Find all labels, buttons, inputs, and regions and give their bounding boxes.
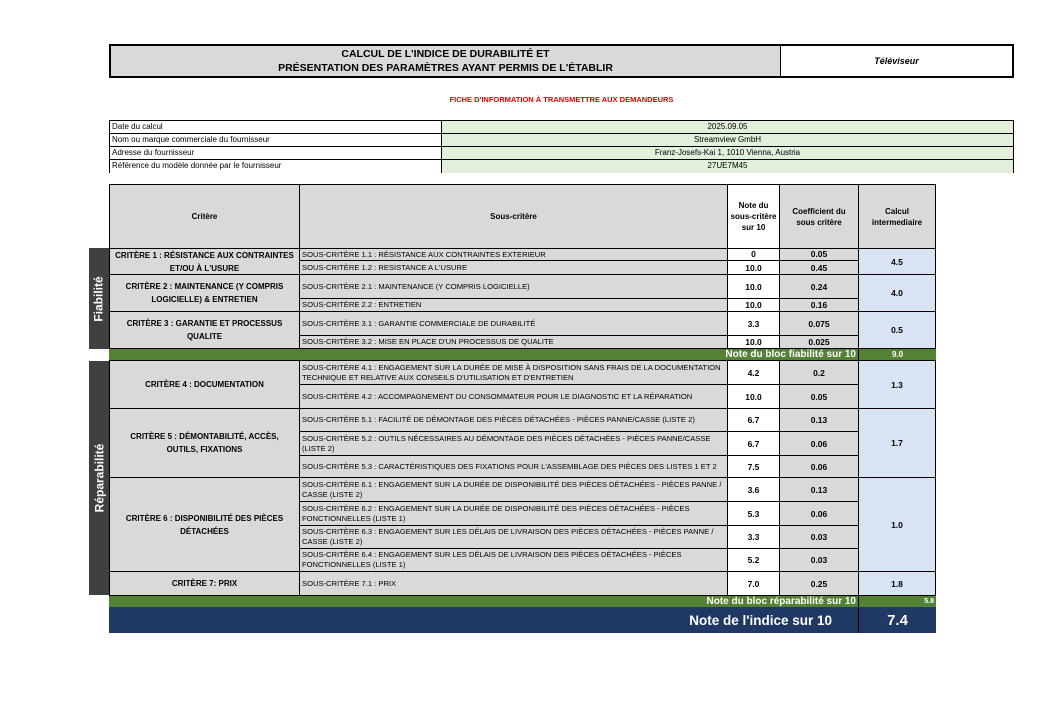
calc-criterion-1: 4.5 (858, 248, 936, 275)
document-title (109, 44, 782, 78)
reparabilite-total-label: Note du bloc réparabilité sur 10 (109, 596, 858, 607)
coef-6-2: 0.06 (779, 501, 859, 526)
sub-criterion-6-2: SOUS-CRITÈRE 6.2 : ENGAGEMENT SUR LA DURÉE DE DISPONIBILITÉ DES PIÈCES DÉTACHÉES - PIÈCES FONCTIONNELLES (LISTE 1) (299, 501, 728, 526)
info-label: Nom ou marque commerciale du fournisseur (110, 134, 442, 146)
block-label-fiabilite (89, 248, 109, 349)
note-2-1: 10.0 (727, 274, 780, 299)
info-value: 27UE7M45 (442, 160, 1013, 173)
col-header-sous-critere: Sous-critère (299, 184, 728, 249)
final-score-label: Note de l'indice sur 10 (689, 612, 832, 628)
coef-1-2: 0.45 (779, 260, 859, 275)
calc-criterion-5: 1.7 (858, 408, 936, 478)
criterion-5: CRITÈRE 5 : DÉMONTABILITÉ, ACCÈS, OUTILS, FIXATIONS (109, 408, 300, 478)
final-score-bar (109, 607, 936, 633)
coef-7-1: 0.25 (779, 571, 859, 596)
sub-criterion-4-2: SOUS-CRITÈRE 4.2 : ACCOMPAGNEMENT DU CONSOMMATEUR POUR LE DIAGNOSTIC ET LA RÉPARATION (299, 384, 728, 409)
fiabilite-total-value: 9.0 (858, 349, 936, 360)
info-label: Adresse du fournisseur (110, 147, 442, 159)
col-header-critere: Critère (109, 184, 300, 249)
calc-criterion-3: 0.5 (858, 311, 936, 349)
note-5-2: 6.7 (727, 431, 780, 456)
note-3-2: 10.0 (727, 335, 780, 349)
sub-criterion-2-1: SOUS-CRITÈRE 2.1 : MAINTENANCE (Y COMPRIS LOGICIELLE) (299, 274, 728, 299)
calc-criterion-7: 1.8 (858, 571, 936, 596)
sub-criterion-7-1: SOUS-CRITÈRE 7.1 : PRIX (299, 571, 728, 596)
note-1-2: 10.0 (727, 260, 780, 275)
product-type: Téléviseur (780, 44, 1014, 78)
criterion-4: CRITÈRE 4 : DOCUMENTATION (109, 360, 300, 409)
note-1-1: 0 (727, 248, 780, 261)
info-row (110, 121, 1013, 134)
sub-criterion-1-2: SOUS-CRITÈRE 1.2 : RESISTANCE A L'USURE (299, 260, 728, 275)
final-score-value: 7.4 (858, 607, 936, 633)
coef-4-1: 0.2 (779, 360, 859, 385)
subtitle: FICHE D'INFORMATION À TRANSMETTRE AUX DEMANDEURS (449, 95, 674, 104)
coef-5-1: 0.13 (779, 408, 859, 432)
criterion-6: CRITÈRE 6 : DISPONIBILITÉ DES PIÈCES DÉTACHÉES (109, 477, 300, 572)
sub-criterion-5-3: SOUS-CRITÈRE 5.3 : CARACTÉRISTIQUES DES FIXATIONS POUR L'ASSEMBLAGE DES PIÈCES DES LISTES 1 ET 2 (299, 455, 728, 478)
info-label: Référence du modèle donnée par le fournisseur (110, 160, 442, 173)
criterion-3: CRITÈRE 3 : GARANTIE ET PROCESSUS QUALITE (109, 311, 300, 349)
coef-6-3: 0.03 (779, 525, 859, 549)
coef-5-3: 0.06 (779, 455, 859, 478)
reparabilite-total-value: 5.8 (858, 596, 936, 607)
info-row (110, 160, 1013, 173)
coef-6-4: 0.03 (779, 548, 859, 572)
note-5-1: 6.7 (727, 408, 780, 432)
col-header-coef: Coefficient du sous critère (779, 184, 859, 249)
sub-criterion-5-2: SOUS-CRITÈRE 5.2 : OUTILS NÉCESSAIRES AU DÉMONTAGE DES PIÈCES DÉTACHÉES - PIÈCES PANNE/CASSE (LISTE 2) (299, 431, 728, 456)
info-row (110, 147, 1013, 160)
coef-5-2: 0.06 (779, 431, 859, 456)
coef-6-1: 0.13 (779, 477, 859, 502)
coef-2-2: 0.16 (779, 298, 859, 312)
note-6-3: 3.3 (727, 525, 780, 549)
info-value: 2025.09.05 (442, 121, 1013, 133)
fiabilite-total-label: Note du bloc fiabilité sur 10 (109, 349, 858, 360)
coef-3-1: 0.075 (779, 311, 859, 336)
note-6-2: 5.3 (727, 501, 780, 526)
criterion-1: CRITÈRE 1 : RÉSISTANCE AUX CONTRAINTES ET/OU À L'USURE (109, 248, 300, 275)
note-4-1: 4.2 (727, 360, 780, 385)
block-label-text: Fiabilité (92, 275, 106, 322)
calc-criterion-2: 4.0 (858, 274, 936, 312)
sub-criterion-6-4: SOUS-CRITÈRE 6.4 : ENGAGEMENT SUR LES DÉLAIS DE LIVRAISON DES PIÈCES DÉTACHÉES - PIÈCES FONCTIONNELLES (LISTE 1) (299, 548, 728, 572)
info-value: Streamview GmbH (442, 134, 1013, 146)
sub-criterion-3-2: SOUS-CRITÈRE 3.2 : MISE EN PLACE D'UN PROCESSUS DE QUALITE (299, 335, 728, 349)
sub-criterion-3-1: SOUS-CRITÈRE 3.1 : GARANTIE COMMERCIALE DE DURABILITÉ (299, 311, 728, 336)
note-5-3: 7.5 (727, 455, 780, 478)
calc-criterion-4: 1.3 (858, 360, 936, 409)
note-7-1: 7.0 (727, 571, 780, 596)
sub-criterion-4-1: SOUS-CRITÈRE 4.1 : ENGAGEMENT SUR LA DURÉE DE MISE À DISPOSITION SANS FRAIS DE LA DOCUMENTATION TECHNIQUE ET RELATIVE AUX CONSEILS D'UTILISATION ET D'ENTRETIEN (299, 360, 728, 385)
col-header-calc: Calcul intermediaire (858, 184, 936, 249)
title-line-1: CALCUL DE L'INDICE DE DURABILITÉ ET (341, 48, 550, 60)
title-line-2: PRÉSENTATION DES PARAMÈTRES AYANT PERMIS DE L'ÉTABLIR (278, 62, 613, 74)
criterion-2: CRITÈRE 2 : MAINTENANCE (Y COMPRIS LOGICIELLE) & ENTRETIEN (109, 274, 300, 312)
note-4-2: 10.0 (727, 384, 780, 409)
sub-criterion-6-3: SOUS-CRITÈRE 6.3 : ENGAGEMENT SUR LES DÉLAIS DE LIVRAISON DES PIÈCES DÉTACHÉES - PIÈCES PANNE / CASSE (LISTE 2) (299, 525, 728, 549)
col-header-note: Note du sous-critère sur 10 (727, 184, 780, 249)
coef-4-2: 0.05 (779, 384, 859, 409)
coef-1-1: 0.05 (779, 248, 859, 261)
sub-criterion-6-1: SOUS-CRITÈRE 6.1 : ENGAGEMENT SUR LA DURÉE DE DISPONIBILITÉ DES PIÈCES DÉTACHÉES - PIÈCES PANNE / CASSE (LISTE 2) (299, 477, 728, 502)
calc-criterion-6: 1.0 (858, 477, 936, 572)
block-label-text: Réparabilité (92, 443, 107, 513)
supplier-info-table (109, 120, 1014, 173)
criterion-7: CRITÈRE 7: PRIX (109, 571, 300, 596)
coef-2-1: 0.24 (779, 274, 859, 299)
info-value: Franz-Josefs-Kai 1, 1010 Vienna, Austria (442, 147, 1013, 159)
sub-criterion-2-2: SOUS-CRITÈRE 2.2 : ENTRETIEN (299, 298, 728, 312)
note-6-1: 3.6 (727, 477, 780, 502)
info-label: Date du calcul (110, 121, 442, 133)
note-2-2: 10.0 (727, 298, 780, 312)
sub-criterion-1-1: SOUS-CRITÈRE 1.1 : RÉSISTANCE AUX CONTRAINTES EXTERIEUR (299, 248, 728, 261)
note-3-1: 3.3 (727, 311, 780, 336)
block-label-reparabilite (89, 361, 109, 595)
info-row (110, 134, 1013, 147)
coef-3-2: 0.025 (779, 335, 859, 349)
note-6-4: 5.2 (727, 548, 780, 572)
sub-criterion-5-1: SOUS-CRITÈRE 5.1 : FACILITÉ DE DÉMONTAGE DES PIÈCES DÉTACHÉES - PIÈCES PANNE/CASSE (LISTE 2) (299, 408, 728, 432)
